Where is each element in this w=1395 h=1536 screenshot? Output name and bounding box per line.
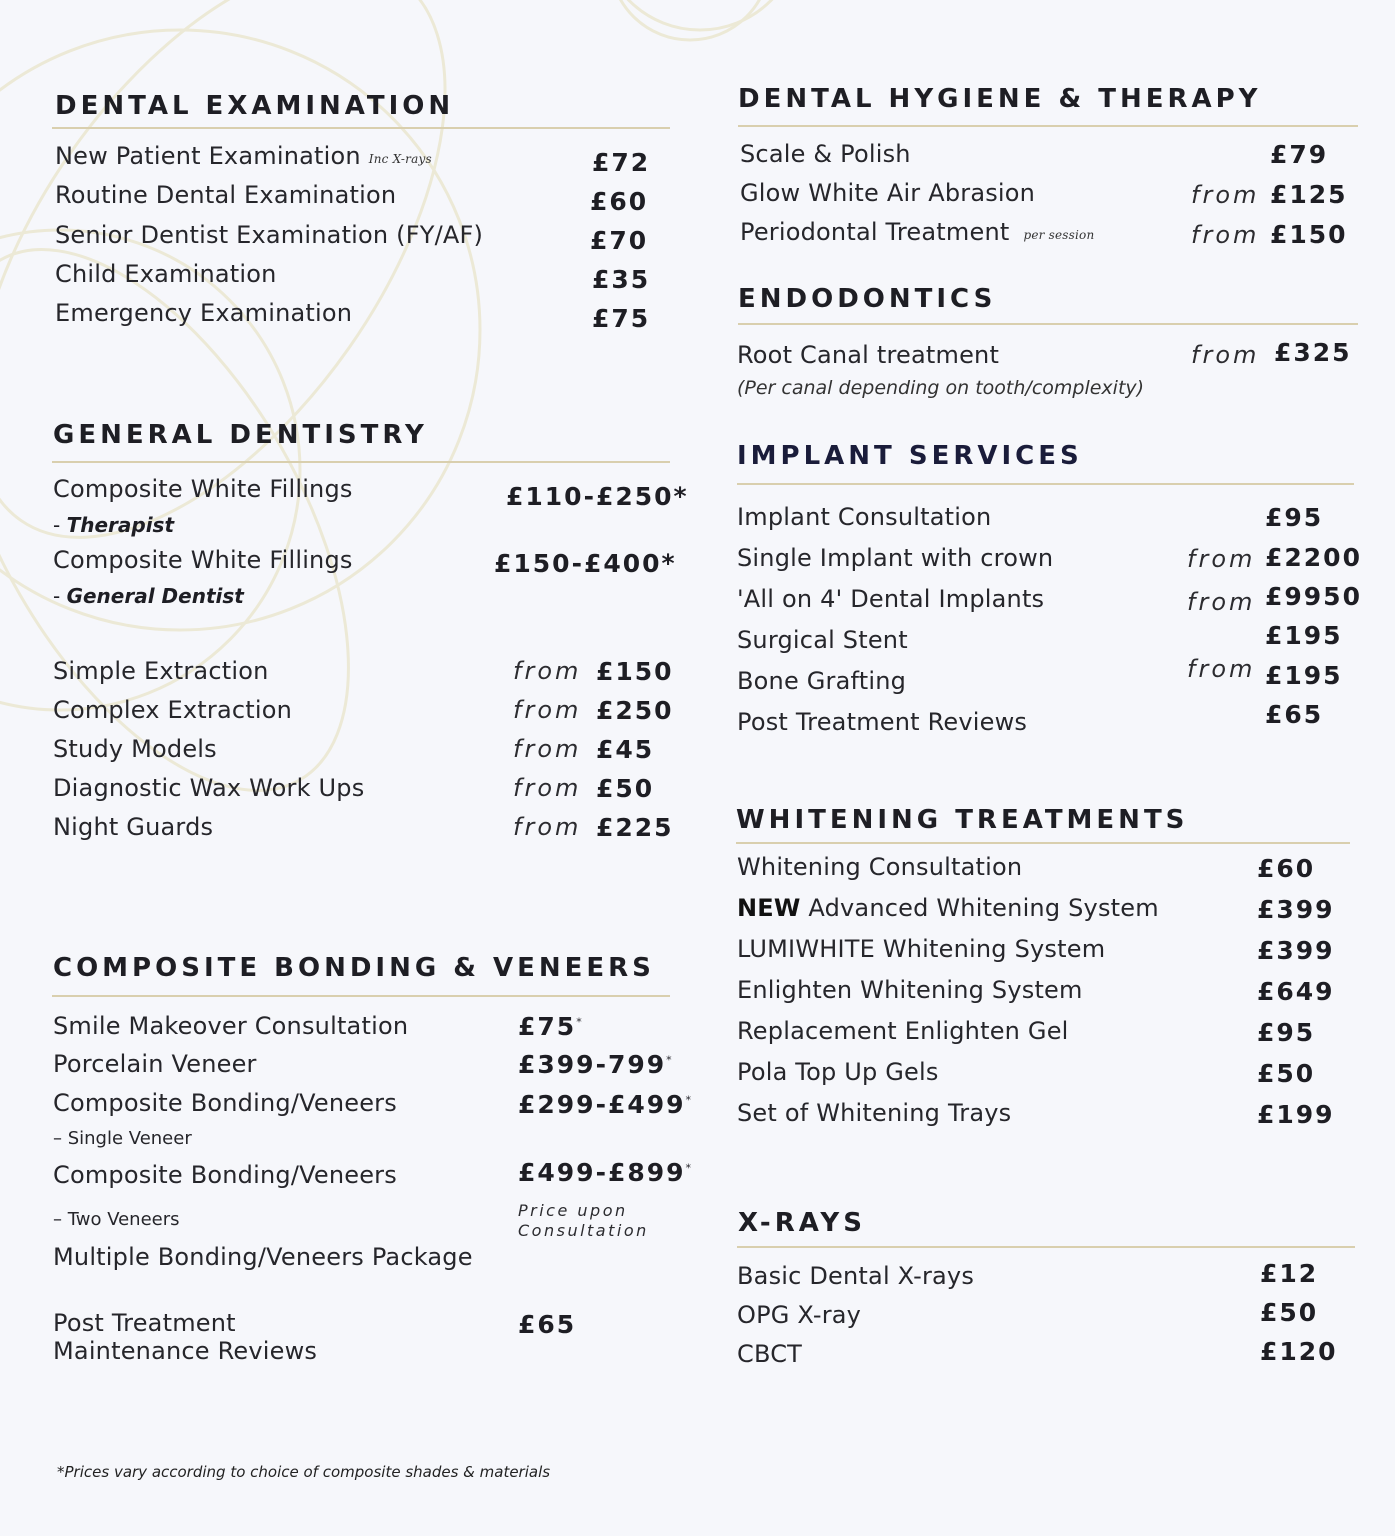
service-name: 'All on 4' Dental Implants [737,585,1045,613]
section-divider [52,995,670,997]
service-price: £50 [596,774,655,803]
service-price: £75* [518,1012,582,1041]
section-title-dental-examination: DENTAL EXAMINATION [55,91,455,121]
service-price: £45 [596,735,655,764]
service-name: Multiple Bonding/Veneers Package [53,1243,473,1271]
service-name: Complex Extraction [53,696,293,724]
section-divider [737,1246,1355,1248]
service-name: Post Treatment Maintenance Reviews [53,1309,318,1365]
service-name: NEW Advanced Whitening System [737,894,1159,922]
service-subtitle: - Therapist [53,513,175,537]
service-note: Inc X-rays [368,152,432,166]
section-divider [738,125,1358,127]
from-label: from [1191,341,1260,369]
service-price: £35 [592,265,651,294]
service-name: Basic Dental X-rays [737,1262,975,1290]
service-name: New Patient Examination Inc X-rays [55,142,432,170]
service-price: £195 [1265,661,1343,690]
service-price: £95 [1265,503,1324,532]
section-divider [52,127,670,129]
service-name: Enlighten Whitening System [737,976,1083,1004]
service-name: Child Examination [55,260,277,288]
service-price: £125 [1270,180,1348,209]
section-title-implant-services: IMPLANT SERVICES [737,441,1083,471]
from-label: from [513,657,582,685]
service-subtitle: (Per canal depending on tooth/complexity) [737,377,1145,399]
service-name: Emergency Examination [55,299,353,327]
service-price: £225 [596,813,674,842]
from-label: from [1187,588,1256,616]
service-price: £499-£899* [518,1158,692,1187]
from-label: from [513,735,582,763]
service-name: Implant Consultation [737,503,992,531]
service-price: £325 [1274,338,1352,367]
section-divider [737,483,1354,485]
service-price: £65 [518,1310,577,1339]
service-price: £65 [1265,700,1324,729]
service-name: Periodontal Treatment per session [740,218,1095,246]
service-name: LUMIWHITE Whitening System [737,935,1106,963]
new-badge: NEW [737,894,801,922]
from-label: from [1191,221,1260,249]
service-price: £2200 [1265,543,1362,572]
service-name: CBCT [737,1340,803,1368]
service-name: Bone Grafting [737,667,907,695]
service-price: £110-£250* [506,482,689,511]
service-price: £75 [592,304,651,333]
service-name: Surgical Stent [737,626,908,654]
service-subtitle: – Two Veneers [53,1209,180,1230]
section-divider [738,323,1358,325]
service-name: Composite White Fillings [53,546,353,574]
prices-footnote: *Prices vary according to choice of composite shades & materials [57,1463,551,1481]
service-price: £399 [1257,895,1335,924]
service-price: £399-799* [518,1050,672,1079]
section-title-xrays: X-RAYS [738,1208,866,1238]
service-note: per session [1023,228,1095,242]
service-name: Composite Bonding/Veneers [53,1089,397,1117]
service-price: £250 [596,696,674,725]
section-title-composite-bonding: COMPOSITE BONDING & VENEERS [53,953,655,983]
from-label: from [513,696,582,724]
from-label: from [1187,655,1256,683]
service-price: £50 [1260,1298,1319,1327]
service-subtitle: – Single Veneer [53,1128,192,1149]
service-price: £399 [1257,936,1335,965]
service-name: Post Treatment Reviews [737,708,1028,736]
service-price: £649 [1257,977,1335,1006]
from-label: from [513,813,582,841]
service-name: Smile Makeover Consultation [53,1012,409,1040]
from-label: from [1187,545,1256,573]
service-name: Night Guards [53,813,214,841]
service-name: Composite White Fillings [53,475,353,503]
service-price: £120 [1260,1337,1338,1366]
service-price: £150 [596,657,674,686]
service-price: £79 [1270,140,1329,169]
service-name: Scale & Polish [740,140,911,168]
from-label: from [513,774,582,802]
section-title-endodontics: ENDODONTICS [738,284,997,314]
section-title-dental-hygiene: DENTAL HYGIENE & THERAPY [738,84,1262,114]
service-price: £60 [590,187,649,216]
service-name: Pola Top Up Gels [737,1058,939,1086]
section-divider [52,461,670,463]
service-price: £72 [592,148,651,177]
service-name: Routine Dental Examination [55,181,397,209]
service-price: £12 [1260,1259,1319,1288]
service-name: Single Implant with crown [737,544,1054,572]
service-name: Simple Extraction [53,657,269,685]
service-price: £199 [1257,1100,1335,1129]
from-label: from [1191,181,1260,209]
service-name: Porcelain Veneer [53,1050,257,1078]
price-upon-consultation: Price upon Consultation [518,1201,649,1240]
service-price: £195 [1265,621,1343,650]
service-price: £150-£400* [494,549,677,578]
service-name: Diagnostic Wax Work Ups [53,774,365,802]
section-title-whitening: WHITENING TREATMENTS [736,805,1189,835]
service-price: £50 [1257,1059,1316,1088]
service-price: £150 [1270,220,1348,249]
section-title-general-dentistry: GENERAL DENTISTRY [53,420,428,450]
service-price: £70 [590,226,649,255]
service-name: Set of Whitening Trays [737,1099,1012,1127]
service-name: Senior Dentist Examination (FY/AF) [55,221,484,249]
service-name: Composite Bonding/Veneers [53,1161,397,1189]
service-price: £9950 [1265,582,1362,611]
section-divider [736,842,1350,844]
service-name: Study Models [53,735,217,763]
service-name: Whitening Consultation [737,853,1023,881]
service-name: Root Canal treatment [737,341,1000,369]
service-name: Replacement Enlighten Gel [737,1017,1069,1045]
service-price: £95 [1257,1018,1316,1047]
service-name: Glow White Air Abrasion [740,179,1036,207]
service-subtitle: - General Dentist [53,584,244,608]
service-price: £60 [1257,854,1316,883]
service-name: OPG X-ray [737,1301,862,1329]
service-price: £299-£499* [518,1090,692,1119]
